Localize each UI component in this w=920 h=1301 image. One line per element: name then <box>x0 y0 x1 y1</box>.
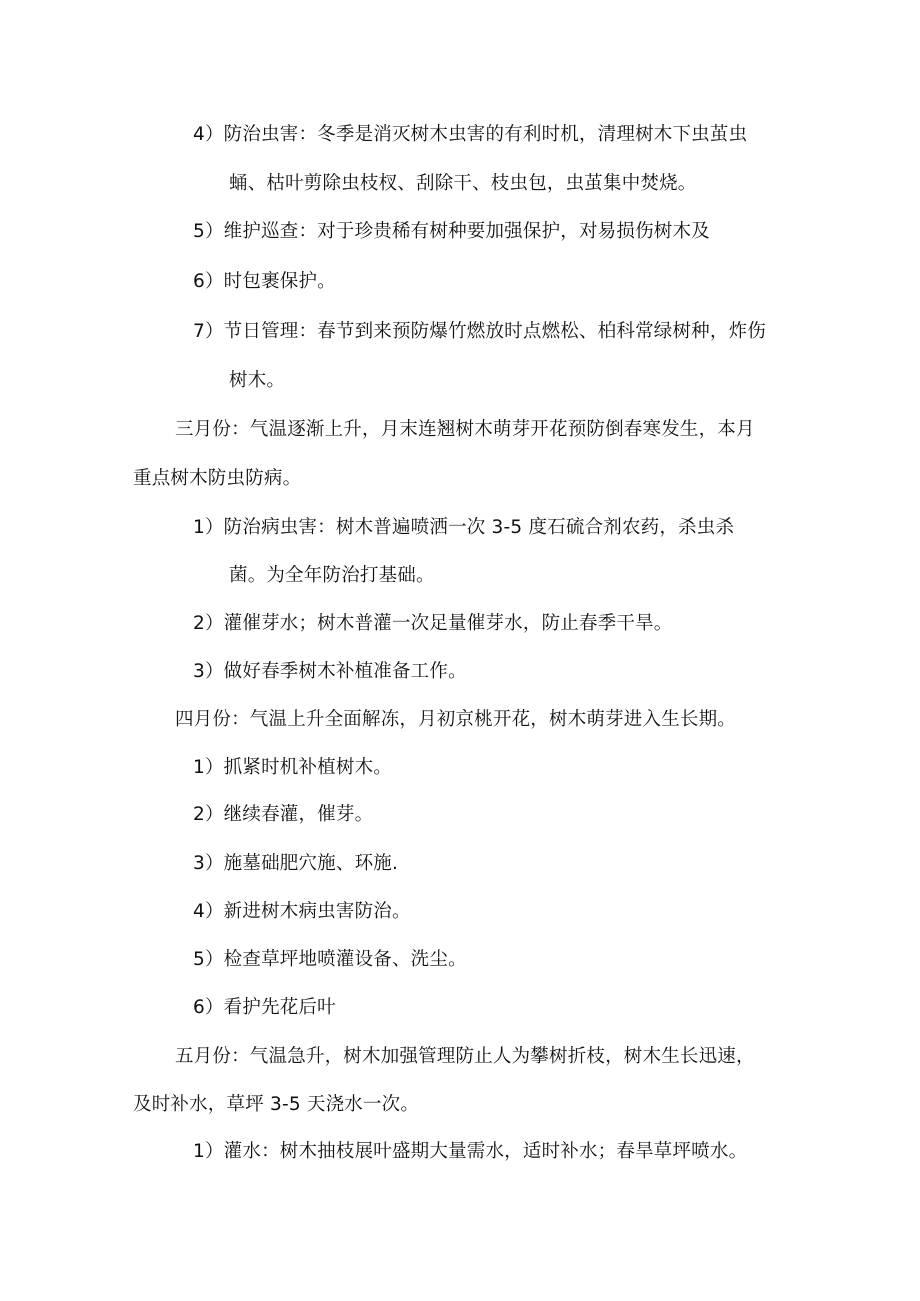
text-line: 三月份：气温逐渐上升，月末连翘树木萌芽开花预防倒春寒发生，本月 <box>175 419 755 440</box>
text-line: 蛹、枯叶剪除虫枝杈、刮除干、枝虫包，虫茧集中焚烧。 <box>229 173 697 194</box>
text-line: 3）做好春季树木补植准备工作。 <box>193 661 467 682</box>
text-line: 1）抓紧时机补植树木。 <box>193 757 392 778</box>
text-line: 树木。 <box>229 370 286 391</box>
text-line: 菌。为全年防治打基础。 <box>229 565 435 586</box>
text-line: 五月份：气温急升，树木加强管理防止人为攀树折枝，树木生长迅速， <box>175 1046 755 1067</box>
text-line: 2）继续春灌，催芽。 <box>193 804 374 825</box>
text-line: 1）灌水：树木抽枝展叶盛期大量需水，适时补水；春旱草坪喷水。 <box>193 1141 748 1162</box>
text-line: 5）检查草坪地喷灌设备、洗尘。 <box>193 949 467 970</box>
text-line: 2）灌催芽水；树木普灌一次足量催芽水，防止春季干旱。 <box>193 613 673 634</box>
text-line: 及时补水，草坪 3-5 天浇水一次。 <box>133 1094 420 1115</box>
text-line: 6）时包裹保护。 <box>193 271 336 292</box>
text-line: 4）新进树木病虫害防治。 <box>193 901 411 922</box>
text-line: 5）维护巡查：对于珍贵稀有树种要加强保护，对易损伤树木及 <box>193 221 710 242</box>
text-line: 6）看护先花后叶 <box>193 997 336 1018</box>
text-line: 重点树木防虫防病。 <box>133 468 302 489</box>
text-line: 四月份：气温上升全面解冻，月初京桃开花，树木萌芽进入生长期。 <box>175 709 737 730</box>
text-line: 4）防治虫害：冬季是消灭树木虫害的有利时机，清理树木下虫茧虫 <box>193 124 748 145</box>
text-line: 7）节日管理：春节到来预防爆竹燃放时点燃松、柏科常绿树种，炸伤 <box>193 321 766 342</box>
text-line: 1）防治病虫害：树木普遍喷洒一次 3-5 度石硫合剂农药，杀虫杀 <box>193 517 735 538</box>
text-line: 3）施墓础肥穴施、环施. <box>193 853 399 874</box>
